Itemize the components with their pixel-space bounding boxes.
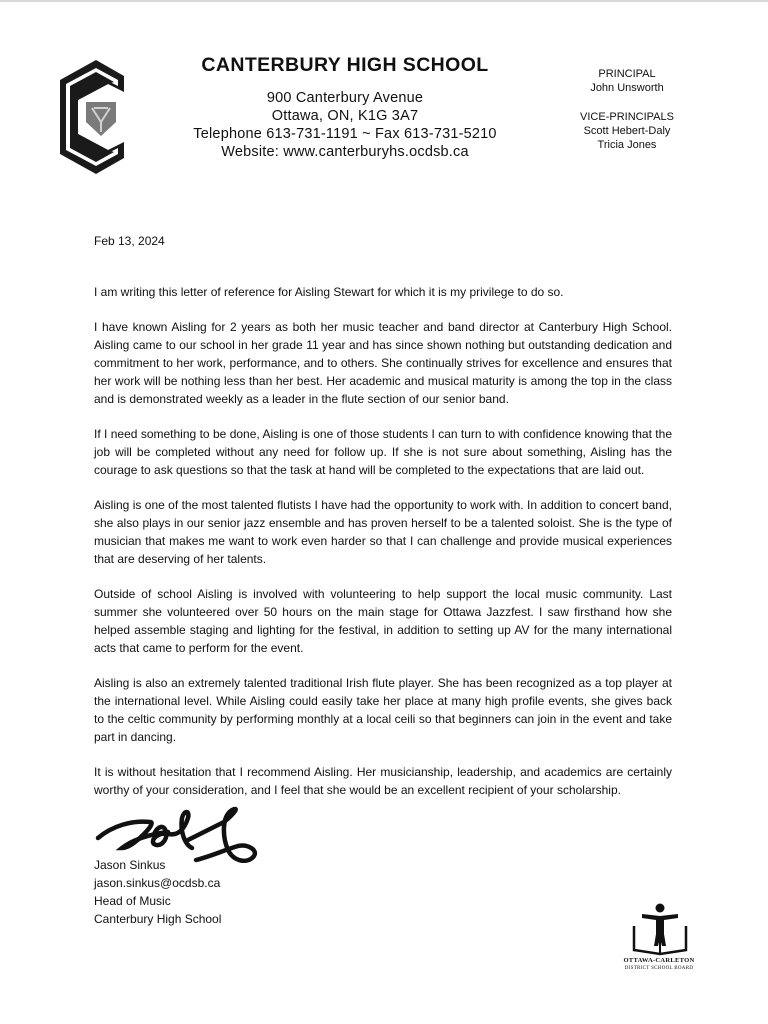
address-line-1: 900 Canterbury Avenue: [266, 90, 424, 106]
phone-fax: Telephone 613-731-1191 ~ Fax 613-731-5210: [193, 126, 497, 142]
signer-title: Head of Music: [94, 894, 171, 908]
paragraph: If I need something to be done, Aisling is one of those students I can turn to with confidence knowing that the job will be completed without any need for follow up. If she is not sure about something, Aisling has the courage to ask questions so that the task at hand will be completed to the expectations that are laid out.: [94, 427, 672, 477]
principal-name: John Unsworth: [590, 82, 664, 94]
signer-name: Jason Sinkus: [94, 858, 166, 872]
website: Website: www.canterburyhs.ocdsb.ca: [221, 144, 469, 160]
signer-school: Canterbury High School: [94, 912, 222, 926]
address-line-2: Ottawa, ON, K1G 3A7: [271, 108, 419, 124]
vice-principal-name: Scott Hebert-Daly: [583, 125, 671, 137]
canterbury-logo-icon: [56, 58, 130, 176]
page-edge: [0, 0, 768, 2]
paragraph: I am writing this letter of reference for Aisling Stewart for which it is my privilege to do so.: [94, 285, 564, 299]
paragraph: Aisling is also an extremely talented traditional Irish flute player. She has been recognized as a top player at the international level. While Aisling could easily take her place at many high profile events, she gives back to the celtic community by performing monthly at a local ceili so that beginners can join in the event and take part in dancing.: [94, 676, 672, 744]
letter-date: Feb 13, 2024: [94, 234, 165, 248]
paragraph: I have known Aisling for 2 years as both her music teacher and band director at Canterbury High School. Aisling came to our school in her grade 11 year and has since shown nothing but outstanding dedication and commitment to her work, performance, and to others. She continually strives for excellence and ensures that her work will be nothing less than her best. Her academic and musical maturity is among the top in the class and is demonstrated weekly as a leader in the flute section of our senior band.: [94, 320, 672, 406]
board-name: OTTAWA-CARLETON: [623, 957, 695, 964]
principal-title: PRINCIPAL: [598, 68, 656, 80]
board-subtitle: DISTRICT SCHOOL BOARD: [624, 966, 694, 971]
school-name: CANTERBURY HIGH SCHOOL: [201, 54, 489, 76]
signer-email: jason.sinkus@ocdsb.ca: [94, 876, 221, 890]
paragraph: Aisling is one of the most talented flutists I have had the opportunity to work with. In addition to concert band, she also plays in our senior jazz ensemble and has proven herself to be a talented soloist. She is the type of musician that makes me want to work even harder so that I can challenge and provide musical experiences that are deserving of her talents.: [94, 498, 672, 566]
vice-principals-title: VICE-PRINCIPALS: [580, 111, 674, 123]
vice-principal-name: Tricia Jones: [597, 139, 657, 151]
letter-body: [94, 283, 672, 816]
paragraph: It is without hesitation that I recommend Aisling. Her musicianship, leadership, and academics are certainly worthy of your consideration, and I feel that she would be an excellent recipient of your scholarship.: [94, 765, 672, 797]
paragraph: Outside of school Aisling is involved with volunteering to help support the local music community. Last summer she volunteered over 50 hours on the main stage for Ottawa Jazzfest. I saw firsthand how she helped assemble staging and lighting for the festival, in addition to setting up AV for the many international acts that came to perform for the event.: [94, 587, 672, 655]
